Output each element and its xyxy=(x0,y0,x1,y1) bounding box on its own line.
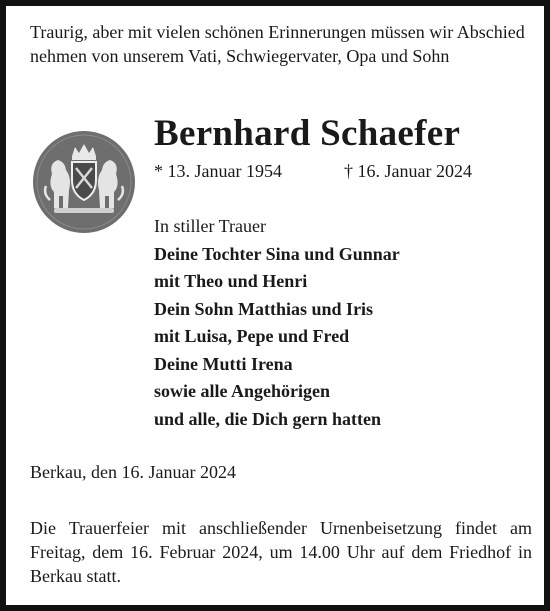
mourner-line: Dein Sohn Matthias und Iris xyxy=(154,298,374,319)
life-dates xyxy=(154,160,472,182)
mourners-block xyxy=(154,213,400,433)
deceased-name: Bernhard Schaefer xyxy=(154,113,461,154)
mourner-line: Deine Tochter Sina und Gunnar xyxy=(154,243,400,264)
mourner-line: und alle, die Dich gern hatten xyxy=(154,408,382,429)
funeral-details: Die Trauerfeier mit anschließender Urnenbeisetzung findet am Freitag, dem 16. Februar 2024, um 14.00 Uhr auf dem Friedhof in Berkau statt. xyxy=(30,518,532,586)
death-date: † 16. Januar 2024 xyxy=(344,161,472,181)
mourner-line: mit Luisa, Pepe und Fred xyxy=(154,326,350,346)
mourner-line: mit Theo und Henri xyxy=(154,271,308,291)
place-and-date: Berkau, den 16. Januar 2024 xyxy=(30,462,236,482)
intro-text: Traurig, aber mit vielen schönen Erinnerungen müssen wir Abschied nehmen von unserem Vati, Schwiegervater, Opa und Sohn xyxy=(30,22,525,66)
mourner-line: sowie alle Angehörigen xyxy=(154,381,330,401)
birth-date: * 13. Januar 1954 xyxy=(154,161,282,181)
coat-of-arms-lions-icon xyxy=(32,130,136,234)
mourner-line: Deine Mutti Irena xyxy=(154,353,293,374)
mourning-opening: In stiller Trauer xyxy=(154,216,266,236)
